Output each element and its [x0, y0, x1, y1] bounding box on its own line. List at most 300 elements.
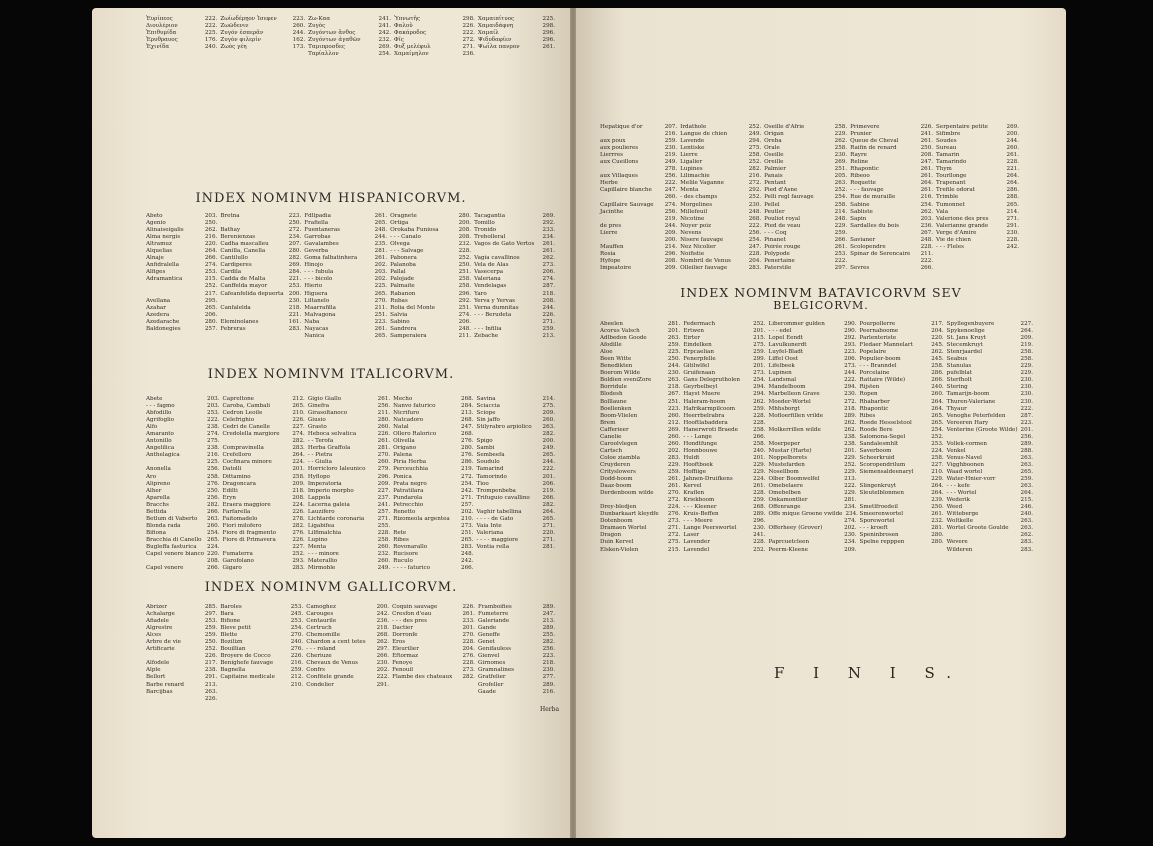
index-entry — [680, 258, 761, 265]
entry-page: 201. — [753, 328, 766, 335]
entry-term: - - - fauvage — [850, 187, 884, 194]
entry-page: 276. — [292, 529, 305, 536]
entry-page: 242. — [1006, 243, 1019, 250]
entry-page: 296. — [458, 290, 472, 297]
entry-page: 255. — [377, 522, 391, 529]
entry-page: 271. — [461, 494, 474, 501]
index-entry — [477, 530, 555, 537]
index-entry — [478, 667, 555, 674]
index-entry — [474, 269, 555, 276]
entry-page: 220. — [204, 241, 218, 248]
entry-page: 244. — [844, 370, 857, 377]
entry-page: 229. — [844, 454, 857, 461]
index-entry — [478, 16, 555, 23]
entry-term: Fenoye — [392, 660, 413, 667]
entry-term: Raifin de renard — [850, 145, 897, 152]
index-entry — [146, 269, 217, 276]
index-entry — [308, 551, 390, 558]
index-entry — [683, 469, 765, 476]
entry-page: 264. — [931, 490, 944, 497]
entry-page: 252. — [844, 461, 857, 468]
entry-page: 299. — [753, 356, 766, 363]
entry-term: Datolli — [222, 466, 242, 473]
index-entry — [860, 532, 944, 539]
entry-page: 214. — [664, 243, 678, 250]
index-entry — [308, 558, 390, 565]
index-entry — [860, 462, 944, 469]
entry-term: Rhapontic — [850, 166, 879, 173]
index-entry — [683, 434, 765, 441]
index-column — [220, 213, 304, 340]
entry-term: Arbre de vie — [146, 639, 181, 646]
index-entry — [220, 625, 303, 632]
entry-page: 214. — [542, 396, 555, 402]
index-entry — [764, 230, 847, 237]
index-entry — [860, 469, 944, 476]
index-entry — [478, 625, 555, 632]
index-entry — [860, 511, 944, 518]
entry-term: Chevaux de Venus — [306, 660, 358, 667]
index-entry — [146, 523, 220, 530]
entry-term: - - - Canalo — [390, 234, 421, 241]
entry-page: 241. — [753, 532, 766, 539]
entry-page: 229. — [667, 461, 681, 468]
entry-page: 281. — [844, 497, 857, 504]
entry-page: 266. — [931, 377, 944, 384]
index-entry — [308, 445, 390, 452]
entry-page: 222. — [920, 257, 934, 264]
entry-term: Lappola — [307, 494, 331, 501]
index-entry — [146, 319, 217, 326]
index-entry — [393, 516, 473, 523]
entry-term: - - - Meere — [683, 518, 713, 525]
index-entry — [769, 335, 857, 342]
entry-term: Garrobas — [304, 234, 331, 241]
index-column — [390, 213, 474, 340]
entry-page: 208. — [664, 257, 678, 264]
index-entry — [304, 269, 387, 276]
entry-page: 238. — [207, 445, 220, 452]
entry-term: Drey-bledjen — [600, 504, 637, 511]
index-entry — [146, 220, 217, 227]
index-entry — [308, 37, 391, 44]
entry-page: 260. — [377, 424, 391, 431]
entry-term: Crityslowers — [600, 468, 636, 475]
entry-page: 254. — [834, 194, 848, 201]
index-entry — [683, 399, 765, 406]
index-entry — [223, 417, 305, 424]
entry-page: 207. — [664, 124, 678, 130]
entry-page: 248. — [834, 215, 848, 222]
entry-page: 282. — [542, 639, 556, 646]
entry-page: 273. — [542, 262, 555, 269]
index-entry — [146, 618, 217, 625]
index-entry — [223, 396, 305, 403]
index-entry — [764, 152, 847, 159]
index-entry — [769, 349, 857, 356]
entry-term: Palmier — [764, 166, 786, 173]
entry-term: Nanvo faturico — [393, 403, 436, 410]
entry-term: Alfiges — [146, 269, 166, 276]
index-entry — [308, 537, 390, 544]
entry-page: 225. — [374, 283, 388, 290]
entry-page: 214. — [1006, 208, 1019, 215]
index-entry — [308, 523, 390, 530]
entry-page: 261. — [374, 213, 388, 219]
entry-term: Barcijbas — [146, 688, 173, 695]
entry-page: 261. — [1006, 152, 1019, 159]
index-entry — [947, 420, 1033, 427]
index-entry — [683, 547, 765, 554]
index-entry — [220, 298, 301, 305]
entry-page: 263. — [834, 180, 848, 187]
entry-term: Hanerwroti Braede — [683, 426, 739, 433]
entry-page: 278. — [664, 166, 678, 173]
index-entry — [477, 445, 555, 452]
entry-term: aux Villaques — [600, 173, 638, 180]
entry-page: 270. — [667, 490, 681, 497]
entry-page: 283. — [461, 543, 474, 550]
entry-term: Lavulkunerdt — [768, 342, 807, 349]
entry-page: 297. — [204, 611, 218, 618]
entry-page: 266. — [834, 236, 848, 243]
entry-page: 239. — [931, 497, 944, 504]
entry-page: 227. — [1020, 321, 1033, 327]
entry-term: Haleram-hoom — [683, 398, 726, 405]
entry-page: 240. — [204, 44, 218, 51]
gallic-index-block — [146, 604, 558, 703]
entry-term: Azedarache — [146, 318, 180, 325]
entry-term: Sifimbre — [936, 131, 961, 138]
entry-page: 234. — [845, 511, 858, 518]
entry-page: 227. — [292, 424, 305, 431]
index-entry — [680, 131, 761, 138]
entry-page: 228. — [462, 639, 475, 646]
entry-page: 281. — [542, 543, 555, 550]
index-entry — [936, 152, 1019, 159]
entry-page: 274. — [292, 431, 305, 438]
entry-term: Tamarijn-boom — [946, 391, 990, 398]
entry-term: Olvega — [390, 241, 410, 248]
entry-page: 287. — [542, 283, 555, 290]
entry-term: Pallal — [390, 269, 406, 276]
entry-term: Kriekboom — [683, 497, 715, 504]
entry-term: Centaurile — [306, 618, 337, 625]
entry-page: 249. — [664, 159, 678, 166]
entry-page: 209. — [1020, 335, 1033, 342]
entry-page: 268. — [376, 632, 390, 639]
entry-page: 201. — [1020, 426, 1033, 433]
entry-page: 254. — [461, 480, 474, 487]
index-entry — [850, 152, 933, 159]
entry-term: Trifuguio cavallino — [476, 494, 530, 501]
index-entry — [223, 537, 305, 544]
entry-term: Cafeanfelida depuerta — [220, 290, 284, 297]
entry-term: Geverba — [304, 248, 329, 255]
index-entry — [146, 509, 220, 516]
entry-page: 266. — [920, 264, 934, 271]
index-entry — [477, 516, 555, 523]
index-entry — [947, 335, 1033, 342]
entry-term: Wortel Groote Goulde — [946, 525, 1009, 532]
index-entry — [474, 276, 555, 283]
index-entry — [769, 391, 857, 398]
entry-term: Blodesh — [600, 391, 623, 398]
entry-page: 283. — [292, 565, 305, 572]
entry-page: 209. — [377, 480, 391, 487]
entry-page: 202. — [667, 447, 681, 454]
entry-term: Abrizer — [146, 604, 168, 610]
entry-term: Alple — [146, 667, 161, 674]
index-entry — [683, 455, 765, 462]
entry-page: 289. — [542, 604, 556, 610]
entry-page: 242. — [376, 611, 390, 618]
index-entry — [220, 44, 305, 51]
entry-page: 234. — [542, 234, 555, 241]
index-entry — [600, 237, 677, 244]
entry-term: Imperio morpho — [307, 487, 354, 494]
index-column — [146, 213, 220, 340]
entry-page: 254. — [378, 51, 391, 58]
entry-term: Sevres — [850, 264, 870, 271]
entry-term: Bettida — [146, 508, 167, 515]
entry-term: Fenerpfelle — [683, 356, 716, 363]
entry-term: Gitilwlfel — [683, 363, 710, 370]
index-entry — [769, 504, 857, 511]
entry-page: 292. — [844, 335, 857, 342]
entry-page: 282. — [288, 255, 302, 262]
entry-term: - - - Lange — [683, 433, 712, 440]
entry-page: 222. — [844, 377, 857, 384]
entry-page: 258. — [377, 536, 391, 543]
entry-term: Lierre — [600, 229, 618, 236]
entry-page: 244. — [667, 363, 681, 370]
index-entry — [850, 124, 933, 131]
index-entry — [683, 356, 765, 363]
index-entry — [390, 283, 471, 290]
entry-page: 250. — [204, 220, 218, 227]
entry-page: 258. — [748, 152, 762, 159]
entry-page: 228. — [753, 539, 766, 546]
entry-term: Samperaiera — [390, 332, 427, 339]
entry-term: Blonda rada — [146, 522, 181, 529]
entry-page: 221. — [288, 276, 302, 283]
entry-page: 226. — [542, 311, 555, 318]
entry-term: Gaade — [477, 688, 496, 695]
index-entry — [764, 124, 847, 131]
entry-page: 230. — [844, 532, 857, 539]
entry-term: Nanica — [304, 332, 325, 339]
index-entry — [223, 530, 305, 537]
entry-term: Confrs — [306, 667, 326, 674]
index-entry — [860, 328, 944, 335]
entry-page: 275. — [667, 539, 681, 546]
index-entry — [304, 276, 387, 283]
entry-term: Aparella — [146, 494, 170, 501]
entry-term: Valerianne grande — [936, 222, 989, 229]
entry-page: 200. — [1006, 131, 1019, 138]
entry-term: Lupino — [307, 536, 328, 543]
entry-page: 226. — [204, 653, 218, 660]
index-entry — [392, 604, 475, 611]
index-entry — [393, 459, 473, 466]
entry-term: Gramnalines — [477, 667, 515, 674]
entry-page: 280. — [204, 318, 218, 325]
entry-term: Lavende — [680, 138, 705, 145]
index-column — [474, 213, 558, 340]
index-entry — [304, 283, 387, 290]
entry-page: 240. — [753, 447, 766, 454]
entry-page: 295. — [204, 297, 218, 304]
index-entry — [306, 604, 389, 611]
french-index-continued — [600, 124, 1022, 272]
entry-term: Venus-Navel — [946, 454, 982, 461]
index-entry — [223, 466, 305, 473]
index-entry — [860, 490, 944, 497]
entry-term: Salvia — [390, 311, 408, 318]
index-entry — [146, 403, 220, 410]
entry-term: Nicotine — [680, 215, 705, 222]
entry-term: Sandalesmhlt — [859, 440, 899, 447]
entry-page: 210. — [931, 468, 944, 475]
index-entry — [393, 417, 473, 424]
entry-term: - - - Coq — [764, 229, 787, 236]
entry-term: Mustefarden — [768, 461, 805, 468]
index-entry — [764, 173, 847, 180]
index-entry — [474, 262, 555, 269]
index-entry — [474, 213, 555, 220]
index-entry — [600, 370, 680, 377]
entry-term: Noyer poiz — [680, 222, 712, 229]
index-entry — [860, 448, 944, 455]
index-entry — [936, 237, 1019, 244]
entry-term: Girnomes — [477, 660, 506, 667]
heading-italicorum: INDEX NOMINVM ITALICORVM. — [207, 367, 455, 382]
index-entry — [860, 377, 944, 384]
entry-term: Bleve petit — [220, 625, 251, 632]
entry-page: 253. — [290, 618, 304, 625]
index-entry — [308, 544, 390, 551]
entry-term: Lilimachie — [680, 173, 710, 180]
index-entry — [304, 213, 387, 220]
entry-term: Χαμαιπίτυος — [477, 16, 515, 22]
entry-term: Oragnete — [390, 213, 417, 219]
index-entry — [600, 441, 680, 448]
entry-term: Sterfholt — [946, 377, 972, 384]
entry-page: 294. — [844, 384, 857, 391]
index-entry — [769, 370, 857, 377]
entry-term: Ἐυρίπεος — [146, 16, 173, 22]
entry-term: Vagos de Gato Vertos — [474, 241, 535, 248]
entry-page: 200. — [288, 290, 302, 297]
entry-page: 280. — [288, 248, 302, 255]
entry-page: 203. — [374, 269, 388, 276]
entry-term: aux Cueillons — [600, 159, 639, 166]
entry-page: 261. — [374, 325, 388, 332]
index-entry — [769, 532, 857, 539]
entry-term: Sureau — [936, 145, 957, 152]
entry-term: Bara — [220, 611, 234, 618]
entry-page: 259. — [542, 325, 555, 332]
entry-term: Popelaire — [859, 349, 887, 356]
index-entry — [850, 223, 933, 230]
entry-page: 252. — [748, 124, 762, 130]
index-entry — [769, 476, 857, 483]
entry-page: 215. — [204, 276, 218, 283]
index-entry — [600, 356, 680, 363]
index-entry — [146, 213, 217, 220]
entry-term: Fuentaneras — [304, 227, 341, 234]
entry-page: 203. — [920, 215, 934, 222]
entry-term: Bolllaune — [600, 398, 627, 405]
entry-term: Ταμιπροσδες — [308, 44, 345, 51]
entry-page: 250. — [931, 504, 944, 511]
index-entry — [146, 495, 220, 502]
index-entry — [850, 159, 933, 166]
entry-term: Sabliste — [850, 208, 873, 215]
entry-term: Hondtfunge — [683, 440, 718, 447]
entry-page: 266. — [376, 653, 390, 660]
entry-page: 264. — [1006, 180, 1019, 187]
entry-page: 248. — [374, 227, 388, 234]
entry-page: 256. — [542, 646, 556, 653]
entry-page: 271. — [542, 318, 555, 325]
index-entry — [860, 363, 944, 370]
entry-term: Millefeuil — [680, 208, 708, 215]
entry-page: 252. — [753, 546, 766, 553]
entry-page: 225. — [667, 349, 681, 356]
entry-term: de pres — [600, 222, 622, 229]
entry-page: 230. — [1006, 229, 1019, 236]
entry-term: Nicrifuro — [393, 410, 420, 417]
entry-term: Flambe des chateaux — [392, 674, 453, 681]
index-entry — [769, 441, 857, 448]
entry-page: 274. — [204, 262, 218, 269]
index-column — [392, 604, 478, 703]
entry-term: Antonillo — [146, 438, 172, 445]
entry-page: 253. — [207, 410, 220, 417]
entry-page: 294. — [748, 138, 762, 145]
entry-term: Ζυγὸν φιλερίν — [220, 37, 261, 44]
entry-page: 233. — [542, 227, 555, 234]
entry-term: Lavender — [683, 539, 711, 546]
entry-term: Natcadoro — [393, 417, 424, 424]
entry-page: 259. — [667, 468, 681, 475]
heading-gallicorum: INDEX NOMINVM GALLICORVM. — [204, 580, 458, 595]
index-column — [683, 321, 768, 554]
index-entry — [947, 497, 1033, 504]
entry-page: 230. — [376, 660, 390, 667]
index-entry — [936, 124, 1019, 131]
entry-page: 271. — [1006, 215, 1019, 222]
entry-term: Pinanet — [764, 236, 786, 243]
index-entry — [390, 305, 471, 312]
entry-term: Frafiella — [304, 220, 329, 227]
index-entry — [600, 469, 680, 476]
entry-term: Kraflen — [683, 490, 705, 497]
entry-page: 200. — [376, 604, 390, 610]
entry-page: 272. — [667, 532, 681, 539]
index-entry — [146, 234, 217, 241]
entry-page: 218. — [542, 290, 555, 297]
entry-page: 219. — [664, 215, 678, 222]
entry-term: Venoghe Peterfelden — [946, 412, 1006, 419]
entry-term: Waad wortel — [946, 468, 983, 475]
entry-term: Wilderen — [946, 546, 973, 553]
index-entry — [936, 173, 1019, 180]
entry-page: 223. — [542, 653, 556, 660]
entry-page: 296. — [542, 37, 556, 44]
